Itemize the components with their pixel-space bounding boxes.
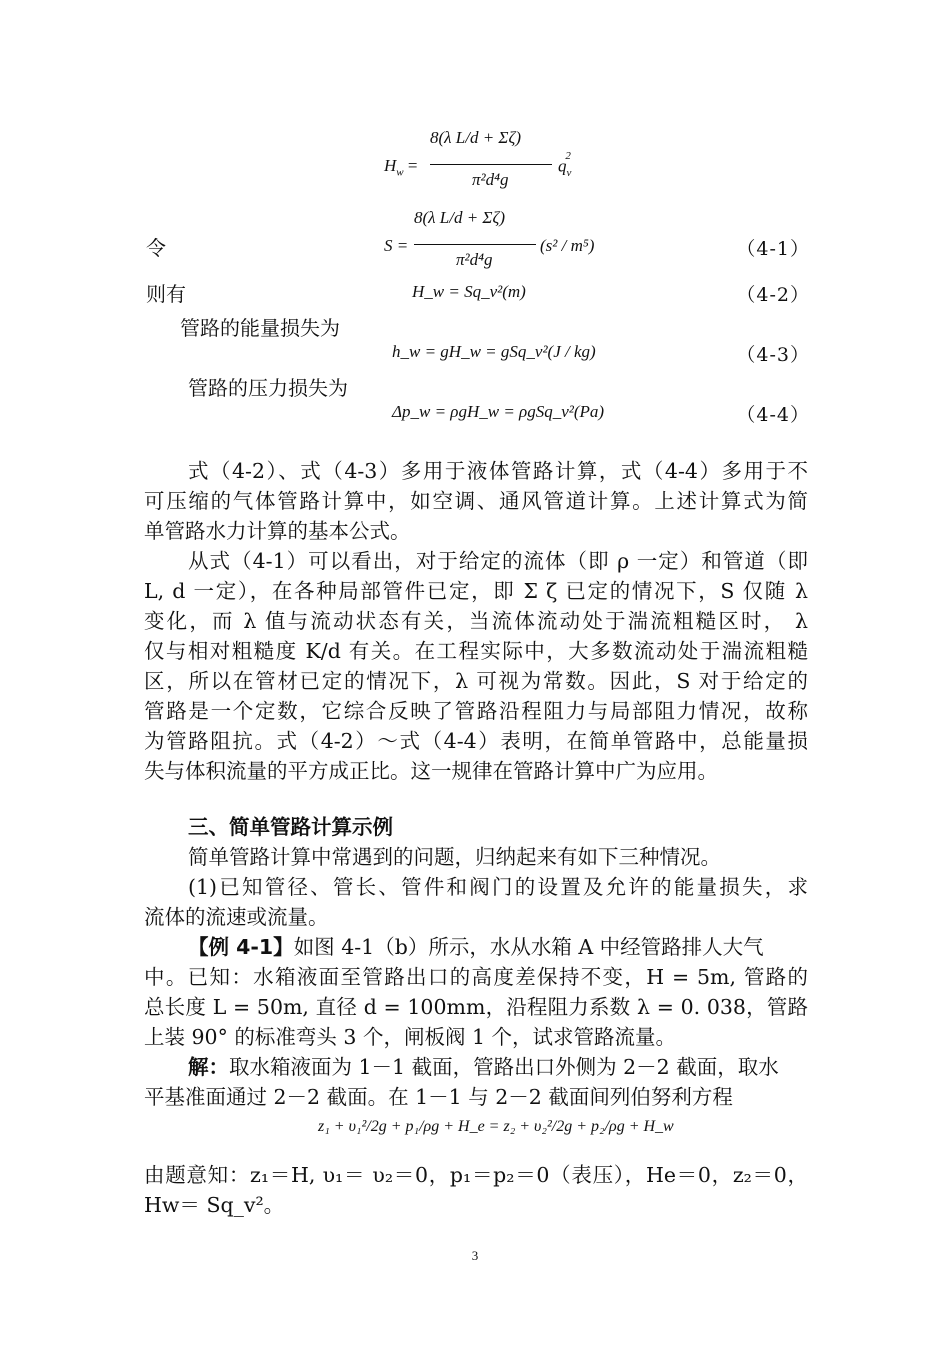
paragraph-line: 由题意知：z₁＝H, υ₁＝ υ₂＝0，p₁＝p₂＝0（表压），He＝0，z₂＝0， — [144, 1163, 808, 1187]
section-heading: 三、简单管路计算示例 — [188, 815, 393, 839]
paragraph-line: 变化，而 λ 值与流动状态有关，当流体流动处于湍流粗糙区时， λ — [144, 609, 808, 633]
paragraph-line: 区，所以在管材已定的情况下，λ 可视为常数。因此，S 对于给定的 — [144, 669, 808, 693]
paragraph-line: 仅与相对粗糙度 K/d 有关。在工程实际中，大多数流动处于湍流粗糙 — [144, 639, 808, 663]
label-energy-loss: 管路的能量损失为 — [180, 316, 340, 340]
formula-4-4: Δp_w = ρgH_w = ρgSq_v²(Pa) — [392, 402, 605, 421]
formula-hw: $H_w$ = 8(λ L/d + Σζ) π²d⁴g $q_v^2$ — [384, 128, 572, 189]
solution-tag: 解： — [188, 1055, 229, 1079]
paragraph-line: 流体的流速或流量。 — [144, 905, 329, 929]
paragraph-line: 中。已知：水箱液面至管路出口的高度差保持不变，H = 5m, 管路的 — [144, 965, 808, 989]
paragraph-line: 单管路水力计算的基本公式。 — [144, 519, 411, 543]
formula-hw-numerator: 8(λ L/d + Σζ) — [430, 128, 522, 147]
paragraph-line: 如图 4-1（b）所示，水从水箱 A 中经管路排人大气 — [293, 935, 764, 959]
label-pressure-loss: 管路的压力损失为 — [188, 376, 348, 400]
eq-number-4-3: （4-3） — [736, 344, 810, 366]
paragraph-line: 简单管路计算中常遇到的问题，归纳起来有如下三种情况。 — [188, 845, 721, 869]
formula-s — [384, 200, 624, 280]
paragraph-line: 为管路阻抗。式（4-2）～式（4-4）表明，在简单管路中，总能量损 — [144, 729, 808, 753]
formula-4-2: H_w = Sq_v²(m) — [412, 282, 526, 301]
eq-number-4-4: （4-4） — [736, 404, 810, 426]
formula-bernoulli: z₁ + υ₁²/2g + p₁/ρg + H_e = z₂ + υ₂²/2g + p₂/ρg + H_w — [318, 1118, 674, 1135]
paragraph-line: 可压缩的气体管路计算中，如空调、通风管道计算。上述计算式为简 — [144, 489, 808, 513]
eq-number-4-1: （4-1） — [736, 238, 810, 260]
solution-first-line — [188, 1052, 808, 1082]
paragraph-line: 总长度 L = 50m, 直径 d = 100mm，沿程阻力系数 λ = 0. 038，管路 — [144, 995, 808, 1019]
formula-hw-denominator: π²d⁴g — [472, 170, 509, 189]
label-ling: 令 — [146, 236, 166, 260]
formula-s-lhs: S = — [384, 236, 409, 255]
paragraph-line: 平基准面通过 2－2 截面。在 1－1 与 2－2 截面间列伯努利方程 — [144, 1085, 733, 1109]
paragraph-line: 上装 90° 的标准弯头 3 个，闸板阀 1 个，试求管路流量。 — [144, 1025, 677, 1049]
paragraph-line: (1)已知管径、管长、管件和阀门的设置及允许的能量损失，求 — [188, 875, 808, 899]
paragraph-line: 式（4-2）、式（4-3）多用于液体管路计算，式（4-4）多用于不 — [188, 459, 808, 483]
paragraph-line: 管路是一个定数，它综合反映了管路沿程阻力与局部阻力情况，故称 — [144, 699, 808, 723]
eq-number-4-2: （4-2） — [736, 284, 810, 306]
paragraph-line: 取水箱液面为 1－1 截面，管路出口外侧为 2－2 截面，取水 — [229, 1055, 779, 1079]
paragraph-line: 从式（4-1）可以看出，对于给定的流体（即 ρ 一定）和管道（即 — [188, 549, 808, 573]
formula-4-3: h_w = gH_w = gSq_v²(J / kg) — [392, 342, 596, 361]
paragraph-line: Hw＝ Sq_v²。 — [144, 1193, 285, 1217]
paragraph-line: L, d 一定），在各种局部管件已定，即 Σ ζ 已定的情况下，S 仅随 λ — [144, 579, 808, 603]
example-first-line — [188, 932, 808, 962]
page-number: 3 — [471, 1248, 479, 1263]
example-tag: 【例 4-1】 — [188, 935, 294, 959]
formula-s-denominator: π²d⁴g — [456, 250, 493, 269]
label-zeyou: 则有 — [146, 282, 186, 306]
formula-s-unit: (s² / m⁵) — [540, 236, 595, 255]
formula-s-numerator: 8(λ L/d + Σζ) — [414, 208, 506, 227]
paragraph-line: 失与体积流量的平方成正比。这一规律在管路计算中广为应用。 — [144, 759, 718, 783]
